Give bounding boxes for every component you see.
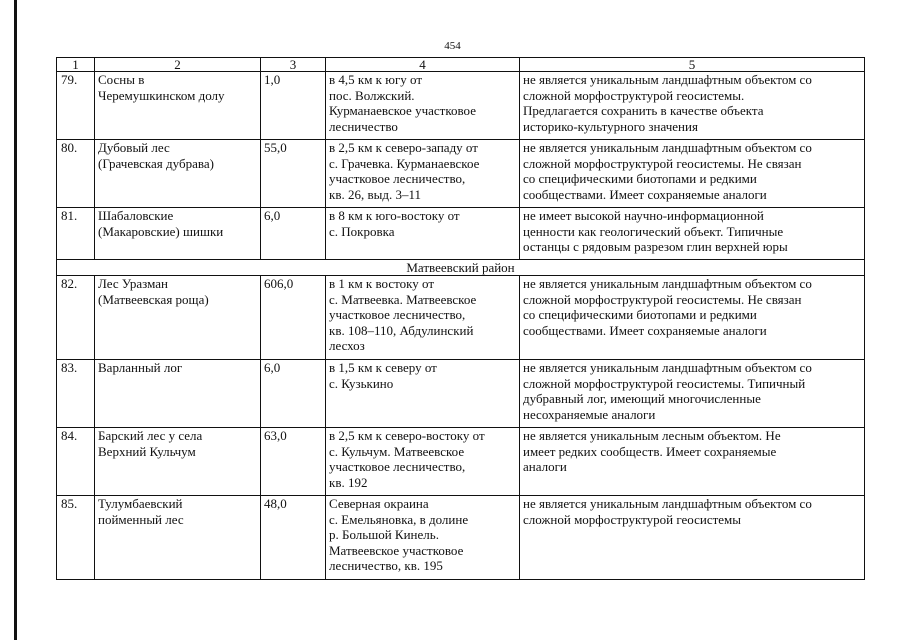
row-number: 80. [57, 140, 95, 208]
table-row [57, 496, 865, 580]
header-cell-reason: 5 [520, 58, 865, 72]
table-row [57, 140, 865, 208]
object-name: Сосны в Черемушкинском долу [95, 72, 261, 140]
object-area: 6,0 [261, 360, 326, 428]
object-name: Дубовый лес (Грачевская дубрава) [95, 140, 261, 208]
exclusion-reason: не является уникальным лесным объектом. Не имеет редких сообществ. Имеет сохраняемые аналоги [520, 428, 865, 496]
table-row [57, 208, 865, 260]
object-location: в 1 км к востоку от с. Матвеевка. Матвеевское участковое лесничество, кв. 108–110, Абдулинский лесхоз [326, 276, 520, 360]
protected-areas-table [56, 57, 865, 580]
page-number: 454 [444, 40, 461, 52]
exclusion-reason: не является уникальным ландшафтным объектом со сложной морфоструктурой геосистемы. Типичный дубравный лог, имеющий многочисленные несохраняемые аналоги [520, 360, 865, 428]
row-number: 79. [57, 72, 95, 140]
object-name: Барский лес у села Верхний Кульчум [95, 428, 261, 496]
row-number: 84. [57, 428, 95, 496]
header-row [57, 58, 865, 72]
header-cell-number: 1 [57, 58, 95, 72]
object-location: в 8 км к юго-востоку от с. Покровка [326, 208, 520, 260]
row-number: 81. [57, 208, 95, 260]
district-row [57, 260, 865, 276]
object-location: в 4,5 км к югу от пос. Волжский. Курманаевское участковое лесничество [326, 72, 520, 140]
table-row [57, 276, 865, 360]
district-title: Матвеевский район [57, 260, 865, 276]
object-area: 55,0 [261, 140, 326, 208]
table-row [57, 428, 865, 496]
object-location: Северная окраина с. Емельяновка, в долине р. Большой Кинель. Матвеевское участковое лесничество, кв. 195 [326, 496, 520, 580]
object-name: Шабаловские (Макаровские) шишки [95, 208, 261, 260]
object-name: Варланный лог [95, 360, 261, 428]
object-area: 6,0 [261, 208, 326, 260]
exclusion-reason: не является уникальным ландшафтным объектом со сложной морфоструктурой геосистемы. Не связан со специфическими биотопами и редкими сообществами. Имеет сохраняемые аналоги [520, 140, 865, 208]
header-cell-location: 4 [326, 58, 520, 72]
object-location: в 2,5 км к северо-востоку от с. Кульчум. Матвеевское участковое лесничество, кв. 192 [326, 428, 520, 496]
object-area: 48,0 [261, 496, 326, 580]
exclusion-reason: не является уникальным ландшафтным объектом со сложной морфоструктурой геосистемы [520, 496, 865, 580]
object-name: Лес Уразман (Матвеевская роща) [95, 276, 261, 360]
table-row [57, 360, 865, 428]
object-area: 606,0 [261, 276, 326, 360]
row-number: 83. [57, 360, 95, 428]
object-area: 1,0 [261, 72, 326, 140]
exclusion-reason: не является уникальным ландшафтным объектом со сложной морфоструктурой геосистемы. Предлагается сохранить в качестве объекта историко-культурного значения [520, 72, 865, 140]
header-cell-name: 2 [95, 58, 261, 72]
table-row [57, 72, 865, 140]
left-margin-bar [14, 0, 17, 640]
object-location: в 1,5 км к северу от с. Кузькино [326, 360, 520, 428]
table-body [57, 72, 865, 580]
object-location: в 2,5 км к северо-западу от с. Грачевка. Курманаевское участковое лесничество, кв. 26, выд. 3–11 [326, 140, 520, 208]
row-number: 82. [57, 276, 95, 360]
exclusion-reason: не имеет высокой научно-информационной ценности как геологический объект. Типичные останцы с рядовым разрезом глин верхней юры [520, 208, 865, 260]
header-cell-area: 3 [261, 58, 326, 72]
table-header [57, 58, 865, 72]
exclusion-reason: не является уникальным ландшафтным объектом со сложной морфоструктурой геосистемы. Не связан со специфическими биотопами и редкими сообществами. Имеет сохраняемые аналоги [520, 276, 865, 360]
row-number: 85. [57, 496, 95, 580]
object-name: Тулумбаевский пойменный лес [95, 496, 261, 580]
object-area: 63,0 [261, 428, 326, 496]
